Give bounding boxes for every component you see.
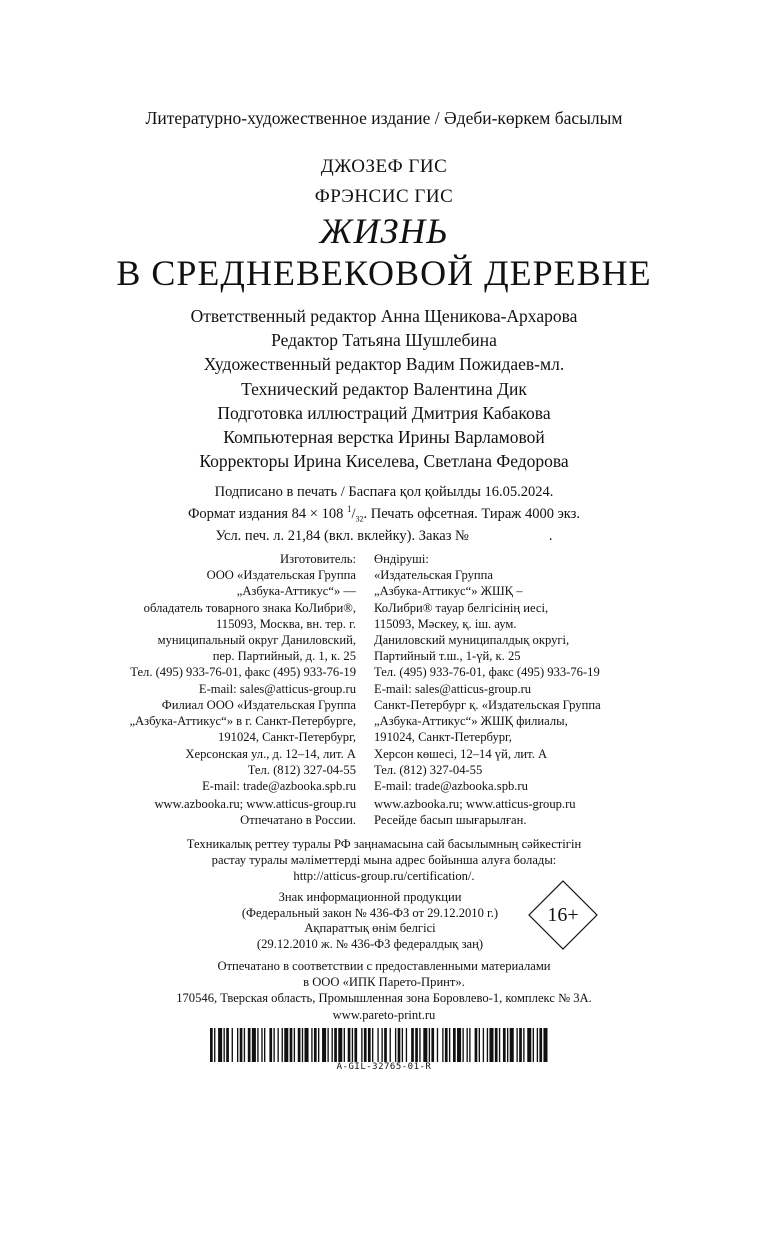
- edition-type: Литературно-художественное издание / Әдеби-көркем басылым: [145, 108, 623, 128]
- age-rating: 16+: [547, 904, 579, 926]
- web-ru: [154, 796, 356, 828]
- book-title: [0, 210, 768, 294]
- branch-line: Херсон көшесі, 12–14 үй, лит. А: [374, 746, 548, 761]
- manufacturer-line: КоЛибри® тауар белгісінің иесі,: [374, 600, 549, 615]
- credit-line: Художественный редактор Вадим Пожидаев-мл.: [203, 354, 565, 375]
- sheets-line: [0, 528, 768, 545]
- book-title-line-2: В СРЕДНЕВЕКОВОЙ ДЕРЕВНЕ: [116, 253, 652, 293]
- manufacturer-line: «Издательская Группа: [374, 568, 493, 583]
- manufacturer-line: E-mail: sales@atticus-group.ru: [198, 681, 356, 696]
- credit-line: Технический редактор Валентина Дик: [241, 378, 527, 399]
- tech-regulation: [0, 836, 768, 885]
- printed-in: Ресейде басып шығарылған.: [374, 813, 527, 828]
- format-line: Формат издания 84 × 108 $^1/_{32}$. Печать офсетная. Тираж 4000 экз.: [187, 504, 581, 524]
- sheets-end: .: [548, 527, 553, 544]
- credit-line: Подготовка иллюстраций Дмитрия Кабакова: [217, 402, 551, 423]
- branch-line: „Азбука-Аттикус“» в г. Санкт-Петербурге,: [129, 714, 356, 729]
- manufacturer-line: Өндіруші:: [374, 552, 429, 566]
- printer-line: 170546, Тверская область, Промышленная зона Боровлево-1, комплекс № 3А.: [176, 991, 592, 1006]
- tech-line: Техникалық реттеу туралы РФ заңнамасына сай басылымның сәйкестігін: [186, 837, 582, 851]
- manufacturer-line: „Азбука-Аттикус“» —: [236, 584, 356, 599]
- print-info: [0, 484, 768, 545]
- credits: [0, 304, 768, 473]
- format-num: 1: [346, 504, 352, 514]
- manufacturer-ru: [130, 551, 356, 697]
- authors: [0, 152, 768, 212]
- info-line: Знак информационной продукции: [278, 890, 462, 904]
- info-line: (29.12.2010 ж. № 436-ФЗ федералдық заң): [256, 936, 484, 951]
- branch-line: Тел. (812) 327-04-55: [374, 762, 483, 777]
- branch-line: 191024, Санкт-Петербург,: [374, 730, 512, 745]
- branch-line: Санкт-Петербург қ. «Издательская Группа: [374, 698, 601, 712]
- manufacturer-block: [0, 551, 768, 701]
- branch-line: E-mail: trade@azbooka.spb.ru: [202, 779, 356, 794]
- manufacturer-line: Партийный т.ш., 1-үй, к. 25: [374, 649, 521, 664]
- manufacturer-kz: [374, 551, 600, 697]
- manufacturer-line: обладатель товарного знака КоЛибри®,: [143, 600, 356, 615]
- signed-date: Подписано в печать / Баспаға қол қойылды 16.05.2024.: [214, 484, 554, 500]
- manufacturer-line: 115093, Москва, вн. тер. г.: [215, 616, 356, 631]
- manufacturer-line: „Азбука-Аттикус“» ЖШҚ –: [374, 584, 523, 599]
- printer-info: [0, 958, 768, 1023]
- sheets-text: Усл. печ. л. 21,84 (вкл. вклейку). Заказ №: [215, 527, 469, 544]
- book-title-line-1: ЖИЗНЬ: [319, 211, 449, 251]
- web-links: www.azbooka.ru; www.atticus-group.ru: [154, 797, 356, 811]
- manufacturer-line: муниципальный округ Даниловский,: [157, 633, 356, 648]
- manufacturer-line: Тел. (495) 933-76-01, факс (495) 933-76-19: [130, 665, 356, 680]
- manufacturer-line: ООО «Издательская Группа: [206, 568, 356, 583]
- printer-line: в ООО «ИПК Парето-Принт».: [303, 975, 465, 990]
- credit-line: Компьютерная верстка Ирины Варламовой: [223, 427, 545, 448]
- format-den: 32: [355, 514, 364, 524]
- printer-line: Отпечатано в соответствии с предоставленными материалами: [217, 959, 551, 973]
- manufacturer-line: Тел. (495) 933-76-01, факс (495) 933-76-19: [374, 665, 600, 680]
- barcode-number: A-GIL-32765-01-R: [336, 1062, 432, 1072]
- tech-line: http://atticus-group.ru/certification/.: [293, 869, 475, 884]
- credit-line: Корректоры Ирина Киселева, Светлана Федорова: [199, 451, 569, 472]
- printer-line: www.pareto-print.ru: [332, 1007, 436, 1022]
- info-line: Ақпараттық өнім белгісі: [304, 921, 436, 935]
- tech-line: растау туралы мәліметтерді мына адрес бойынша алуға болады:: [211, 853, 557, 868]
- manufacturer-line: E-mail: sales@atticus-group.ru: [374, 681, 532, 696]
- branch-block: [0, 697, 768, 797]
- format-prefix: Формат издания 84 × 108: [187, 505, 344, 522]
- branch-line: Филиал ООО «Издательская Группа: [161, 698, 356, 712]
- branch-line: E-mail: trade@azbooka.spb.ru: [374, 779, 528, 794]
- printed-in: Отпечатано в России.: [240, 813, 356, 828]
- branch-kz: [374, 697, 601, 794]
- branch-ru: [129, 697, 356, 794]
- author-1: ДЖОЗЕФ ГИС: [320, 156, 448, 177]
- age-rating-badge: [528, 880, 598, 950]
- manufacturer-line: 115093, Мәскеу, қ. іш. аум.: [374, 616, 517, 631]
- web-block: [0, 796, 768, 830]
- author-2: ФРЭНСИС ГИС: [314, 186, 454, 207]
- web-kz: [374, 796, 576, 828]
- credit-line: Редактор Татьяна Шушлебина: [271, 330, 497, 351]
- web-links: www.azbooka.ru; www.atticus-group.ru: [374, 797, 576, 811]
- info-line: (Федеральный закон № 436-ФЗ от 29.12.2010 г.): [241, 905, 499, 920]
- format-suffix: . Печать офсетная. Тираж 4000 экз.: [363, 505, 581, 522]
- manufacturer-line: пер. Партийный, д. 1, к. 25: [212, 649, 356, 664]
- credit-line: Ответственный редактор Анна Щеникова-Архарова: [190, 306, 578, 326]
- branch-line: Тел. (812) 327-04-55: [247, 762, 356, 777]
- barcode-icon: [210, 1028, 550, 1064]
- manufacturer-line: Изготовитель:: [280, 552, 356, 566]
- branch-line: „Азбука-Аттикус“» ЖШҚ филиалы,: [374, 714, 568, 729]
- branch-line: Херсонская ул., д. 12–14, лит. А: [185, 746, 356, 761]
- manufacturer-line: Даниловский муниципалдық округі,: [374, 633, 570, 648]
- branch-line: 191024, Санкт-Петербург,: [218, 730, 356, 745]
